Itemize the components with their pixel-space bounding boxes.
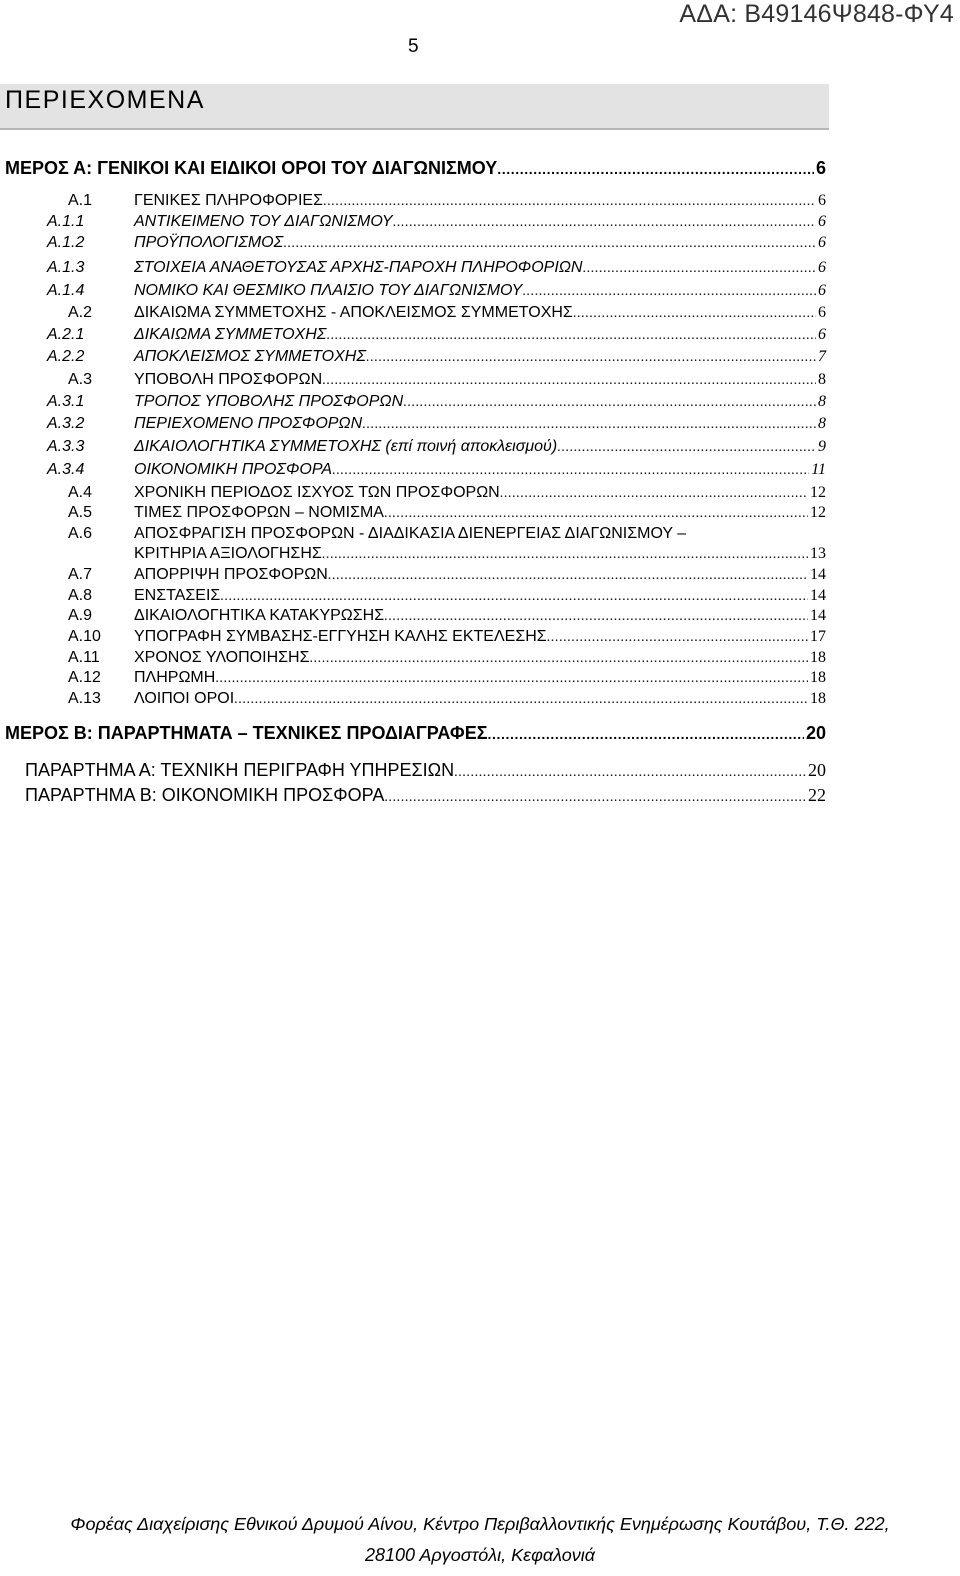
toc-part-b-title: ΜΕΡΟΣ Β: ΠΑΡΑΡΤΗΜΑΤΑ – ΤΕΧΝΙΚΕΣ ΠΡΟΔΙΑΓΡΑΦΕΣ — [5, 723, 488, 743]
toc-leader — [384, 790, 806, 806]
toc-leader — [322, 373, 816, 389]
toc-leader — [522, 284, 816, 300]
toc-entry-page: 18 — [810, 649, 826, 666]
toc-entry[interactable] — [0, 348, 826, 369]
toc-entry-title: ΧΡΟΝΟΣ ΥΛΟΠΟΙΗΣΗΣ — [134, 649, 310, 666]
footer-address-line2: 28100 Αργοστόλι, Κεφαλονιά — [365, 1545, 595, 1565]
toc-leader — [384, 506, 808, 522]
toc-entry-title: ΔΙΚΑΙΟΛΟΓΗΤΙΚΑ ΚΑΤΑΚΥΡΩΣΗΣ — [134, 607, 385, 624]
toc-entry-page: 6 — [818, 213, 826, 230]
toc-leader — [557, 440, 816, 456]
toc-leader — [547, 630, 808, 646]
toc-entry-title: ΓΕΝΙΚΕΣ ΠΛΗΡΟΦΟΡΙΕΣ — [134, 192, 323, 209]
toc-entry[interactable] — [0, 259, 826, 280]
toc-entry-title: ΑΠΟΚΛΕΙΣΜΟΣ ΣΥΜΜΕΤΟΧΗΣ — [134, 348, 366, 365]
toc-entry-title: ΔΙΚΑΙΟΛΟΓΗΤΙΚΑ ΣΥΜΜΕΤΟΧΗΣ (επί ποινή αποκλεισμού) — [134, 438, 558, 455]
toc-leader — [309, 651, 808, 667]
toc-entry-page: 6 — [818, 192, 826, 209]
toc-entry-title: ΔΙΚΑΙΩΜΑ ΣΥΜΜΕΤΟΧΗΣ — [134, 326, 327, 343]
toc-leader — [488, 726, 804, 742]
toc-part-b-page: 20 — [805, 723, 826, 743]
toc-leader — [366, 350, 816, 366]
toc-entry-title-cont: ΚΡΙΤΗΡΙΑ ΑΞΙΟΛΟΓΗΣΗΣ — [134, 545, 322, 562]
toc-entry-number: Α.10 — [68, 628, 101, 645]
toc-leader — [283, 236, 816, 252]
toc-entry-page: 11 — [811, 461, 826, 478]
toc-entry-title: ΕΝΣΤΑΣΕΙΣ — [134, 587, 221, 604]
ada-code: ΑΔΑ: Β49146Ψ848-ΦΥ4 — [679, 0, 954, 28]
toc-entry[interactable] — [0, 234, 826, 255]
toc-leader — [582, 261, 816, 277]
toc-entry-title: ΥΠΟΓΡΑΦΗ ΣΥΜΒΑΣΗΣ-ΕΓΓΥΗΣΗ ΚΑΛΗΣ ΕΚΤΕΛΕΣΗΣ — [134, 628, 547, 645]
toc-entry-number: Α.11 — [68, 649, 100, 666]
toc-entry-page: 18 — [810, 669, 826, 686]
toc-entry[interactable] — [0, 525, 826, 546]
toc-entry-page: 18 — [810, 690, 826, 707]
toc-entry-page: 12 — [810, 504, 826, 521]
toc-leader — [384, 609, 808, 625]
toc-leader — [497, 161, 814, 177]
toc-entry-title: ΧΡΟΝΙΚΗ ΠΕΡΙΟΔΟΣ ΙΣΧΥΟΣ ΤΩΝ ΠΡΟΣΦΟΡΩΝ — [134, 484, 500, 501]
toc-entry-title: ΑΝΤΙΚΕΙΜΕΝΟ ΤΟΥ ΔΙΑΓΩΝΙΣΜΟΥ — [134, 213, 393, 230]
toc-entry-title: ΑΠΟΣΦΡΑΓΙΣΗ ΠΡΟΣΦΟΡΩΝ - ΔΙΑΔΙΚΑΣΙΑ ΔΙΕΝΕΡΓΕΙΑΣ ΔΙΑΓΩΝΙΣΜΟΥ – — [134, 525, 687, 542]
toc-entry-title: ΑΠΟΡΡΙΨΗ ΠΡΟΣΦΟΡΩΝ — [134, 566, 328, 583]
toc-leader — [234, 692, 808, 708]
toc-entry-page: 17 — [810, 628, 826, 645]
toc-entry[interactable] — [0, 649, 826, 670]
toc-entry-title: ΥΠΟΒΟΛΗ ΠΡΟΣΦΟΡΩΝ — [134, 371, 323, 388]
toc-appendix-title: ΠΑΡΑΡΤΗΜΑ Β: ΟΙΚΟΝΟΜΙΚΗ ΠΡΟΣΦΟΡΑ — [25, 785, 385, 805]
toc-part-a[interactable] — [5, 158, 826, 179]
toc-entry-title: ΠΕΡΙΕΧΟΜΕΝΟ ΠΡΟΣΦΟΡΩΝ — [134, 415, 363, 432]
toc-entry-page: 8 — [818, 415, 826, 432]
toc-leader — [323, 194, 816, 210]
toc-entry-number: Α.9 — [68, 607, 93, 624]
toc-entry-number: Α.7 — [68, 566, 93, 583]
toc-leader — [328, 568, 808, 584]
toc-entry-page: 9 — [818, 438, 826, 455]
toc-entry-number: Α.5 — [68, 504, 93, 521]
toc-entry-page: 6 — [818, 304, 826, 321]
toc-entry-title: ΣΤΟΙΧΕΙΑ ΑΝΑΘΕΤΟΥΣΑΣ ΑΡΧΗΣ-ΠΑΡΟΧΗ ΠΛΗΡΟΦΟΡΙΩΝ — [134, 259, 583, 276]
toc-entry[interactable] — [0, 587, 826, 608]
toc-entry[interactable] — [0, 192, 826, 213]
footer-address-line1: Φορέας Διαχείρισης Εθνικού Δρυμού Αίνου, Κέντρο Περιβαλλοντικής Ενημέρωσης Κουτάβου, Τ.Θ. 222, — [70, 1514, 890, 1534]
toc-entry[interactable] — [0, 393, 826, 414]
toc-leader — [403, 395, 816, 411]
toc-entry-page: 6 — [818, 234, 826, 251]
toc-entry-number: Α.1.1 — [47, 213, 85, 230]
toc-entry-page: 14 — [810, 566, 826, 583]
toc-entry-title: ΔΙΚΑΙΩΜΑ ΣΥΜΜΕΤΟΧΗΣ - ΑΠΟΚΛΕΙΣΜΟΣ ΣΥΜΜΕΤΟΧΗΣ — [134, 304, 573, 321]
toc-entry-number: Α.1.4 — [47, 282, 85, 299]
toc-entry-number: Α.2 — [68, 304, 93, 321]
toc-entry[interactable] — [0, 504, 826, 525]
toc-entry-number: Α.1 — [68, 192, 93, 209]
toc-heading: ΠΕΡΙΕΧΟΜΕΝΑ — [5, 86, 205, 114]
toc-entry[interactable] — [0, 607, 826, 628]
toc-entry[interactable] — [0, 566, 826, 587]
toc-entry[interactable] — [0, 213, 826, 234]
toc-leader — [215, 671, 808, 687]
toc-entry-number: Α.3.4 — [47, 461, 85, 478]
toc-leader — [454, 765, 806, 781]
toc-entry-page: 7 — [818, 348, 826, 365]
toc-part-a-page: 6 — [815, 158, 826, 178]
toc-entry[interactable] — [0, 628, 826, 649]
toc-entry-page: 8 — [818, 393, 826, 410]
toc-entry[interactable] — [0, 326, 826, 347]
toc-appendix-title: ΠΑΡΑΡΤΗΜΑ Α: ΤΕΧΝΙΚΗ ΠΕΡΙΓΡΑΦΗ ΥΠΗΡΕΣΙΩΝ — [25, 760, 455, 780]
page-number: 5 — [408, 36, 419, 57]
toc-part-a-title: ΜΕΡΟΣ Α: ΓΕΝΙΚΟΙ ΚΑΙ ΕΙΔΙΚΟΙ ΟΡΟΙ ΤΟΥ ΔΙΑΓΩΝΙΣΜΟΥ — [5, 158, 498, 178]
toc-entry[interactable] — [0, 304, 826, 325]
toc-leader — [332, 463, 809, 479]
toc-entry-title: ΠΛΗΡΩΜΗ — [134, 669, 216, 686]
toc-entry-number: Α.3.2 — [47, 415, 85, 432]
toc-entry[interactable] — [0, 371, 826, 392]
toc-entry-number: Α.1.3 — [47, 259, 85, 276]
toc-entry-number: Α.2.1 — [47, 326, 85, 343]
toc-entry[interactable] — [0, 669, 826, 690]
toc-entry-title: ΤΡΟΠΟΣ ΥΠΟΒΟΛΗΣ ΠΡΟΣΦΟΡΩΝ — [134, 393, 404, 410]
toc-appendix-b[interactable] — [25, 785, 826, 806]
toc-entry-title: ΛΟΙΠΟΙ ΟΡΟΙ — [134, 690, 235, 707]
toc-entry-number: Α.2.2 — [47, 348, 85, 365]
toc-leader — [573, 306, 816, 322]
toc-entry-number: Α.13 — [68, 690, 101, 707]
toc-entry-page: 14 — [810, 587, 826, 604]
toc-leader — [220, 589, 808, 605]
toc-entry[interactable] — [0, 415, 826, 436]
toc-entry-number: Α.8 — [68, 587, 93, 604]
toc-entry-number: Α.4 — [68, 484, 93, 501]
toc-part-b[interactable] — [5, 723, 826, 744]
toc-entry-number: Α.12 — [68, 669, 101, 686]
toc-entry-page: 6 — [818, 282, 826, 299]
toc-entry[interactable] — [0, 438, 826, 459]
toc-entry-page: 8 — [818, 371, 826, 388]
toc-entry-page: 12 — [810, 484, 826, 501]
toc-appendix-page: 22 — [808, 785, 826, 805]
toc-entry-page: 6 — [818, 326, 826, 343]
toc-appendix-a[interactable] — [25, 760, 826, 781]
toc-entry-continuation[interactable] — [134, 545, 826, 563]
toc-leader — [326, 328, 816, 344]
toc-entry-title: ΟΙΚΟΝΟΜΙΚΗ ΠΡΟΣΦΟΡΑ — [134, 461, 332, 478]
toc-entry[interactable] — [0, 484, 826, 505]
toc-entry-page: 14 — [810, 607, 826, 624]
toc-entry-number: Α.3 — [68, 371, 93, 388]
toc-appendix-page: 20 — [808, 760, 826, 780]
toc-entry-page: 13 — [810, 545, 826, 562]
toc-leader — [500, 486, 808, 502]
toc-entry-number: Α.3.3 — [47, 438, 85, 455]
toc-entry-page: 6 — [818, 259, 826, 276]
toc-leader — [322, 547, 808, 563]
toc-entry-title: ΤΙΜΕΣ ΠΡΟΣΦΟΡΩΝ – ΝΟΜΙΣΜΑ — [134, 504, 384, 521]
toc-entry[interactable] — [0, 690, 826, 711]
toc-entry[interactable] — [0, 282, 826, 303]
toc-entry-title: ΝΟΜΙΚΟ ΚΑΙ ΘΕΣΜΙΚΟ ΠΛΑΙΣΙΟ ΤΟΥ ΔΙΑΓΩΝΙΣΜΟΥ — [134, 282, 523, 299]
toc-entry-title: ΠΡΟΫΠΟΛΟΓΙΣΜΟΣ — [134, 234, 284, 251]
toc-leader — [362, 417, 816, 433]
toc-entry-number: Α.6 — [68, 525, 93, 542]
toc-leader — [393, 215, 816, 231]
toc-entry-number: Α.1.2 — [47, 234, 85, 251]
toc-entry-number: Α.3.1 — [47, 393, 85, 410]
toc-entry[interactable] — [0, 461, 826, 482]
